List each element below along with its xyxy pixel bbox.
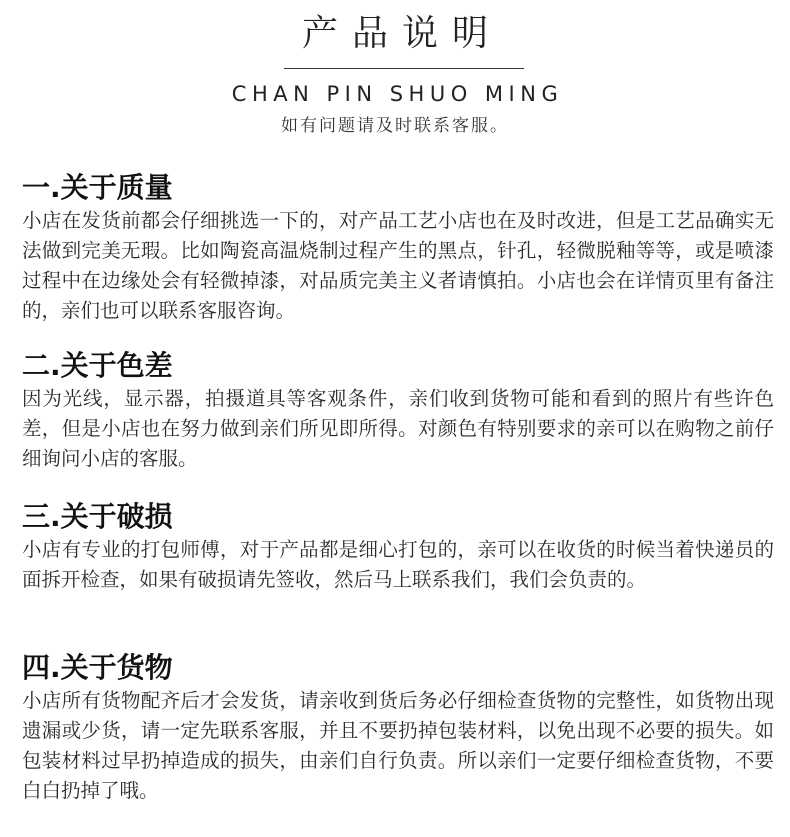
section-body: 小店在发货前都会仔细挑选一下的，对产品工艺小店也在及时改进，但是工艺品确实无法做到完美无瑕。比如陶瓷高温烧制过程产生的黑点，针孔，轻微脱釉等等，或是喷漆过程中在边缘处会有轻微掉漆，对品质完美主义者请慎拍。小店也会在详情页里有备注的，亲们也可以联系客服咨询。 xyxy=(22,209,774,322)
section-heading: 三.关于破损 xyxy=(22,500,173,533)
section-damage xyxy=(22,499,774,595)
section-body: 因为光线，显示器，拍摄道具等客观条件，亲们收到货物可能和看到的照片有些许色差，但是小店也在努力做到亲们所见即所得。对颜色有特别要求的亲可以在购物之前仔细询问小店的客服。 xyxy=(22,387,774,470)
section-color-difference xyxy=(22,348,774,474)
page-title-pinyin: CHAN PIN SHUO MING xyxy=(231,82,564,106)
section-goods xyxy=(22,650,774,806)
section-heading: 二.关于色差 xyxy=(22,349,173,382)
section-body: 小店所有货物配齐后才会发货，请亲收到货后务必仔细检查货物的完整性，如货物出现遗漏或少货，请一定先联系客服，并且不要扔掉包装材料，以免出现不必要的损失。如包装材料过早扔掉造成的损失，由亲们自行负责。所以亲们一定要仔细检查货物，不要白白扔掉了哦。 xyxy=(22,689,774,802)
page-subtitle: 如有问题请及时联系客服。 xyxy=(281,116,509,136)
title-divider xyxy=(284,68,524,69)
section-quality xyxy=(22,170,774,326)
section-heading: 一.关于质量 xyxy=(22,171,173,204)
section-heading: 四.关于货物 xyxy=(22,651,173,684)
page-header xyxy=(0,0,790,150)
section-body: 小店有专业的打包师傅，对于产品都是细心打包的，亲可以在收货的时候当着快递员的面拆开检查，如果有破损请先签收，然后马上联系我们，我们会负责的。 xyxy=(22,538,774,591)
page-title: 产品说明 xyxy=(301,13,502,54)
